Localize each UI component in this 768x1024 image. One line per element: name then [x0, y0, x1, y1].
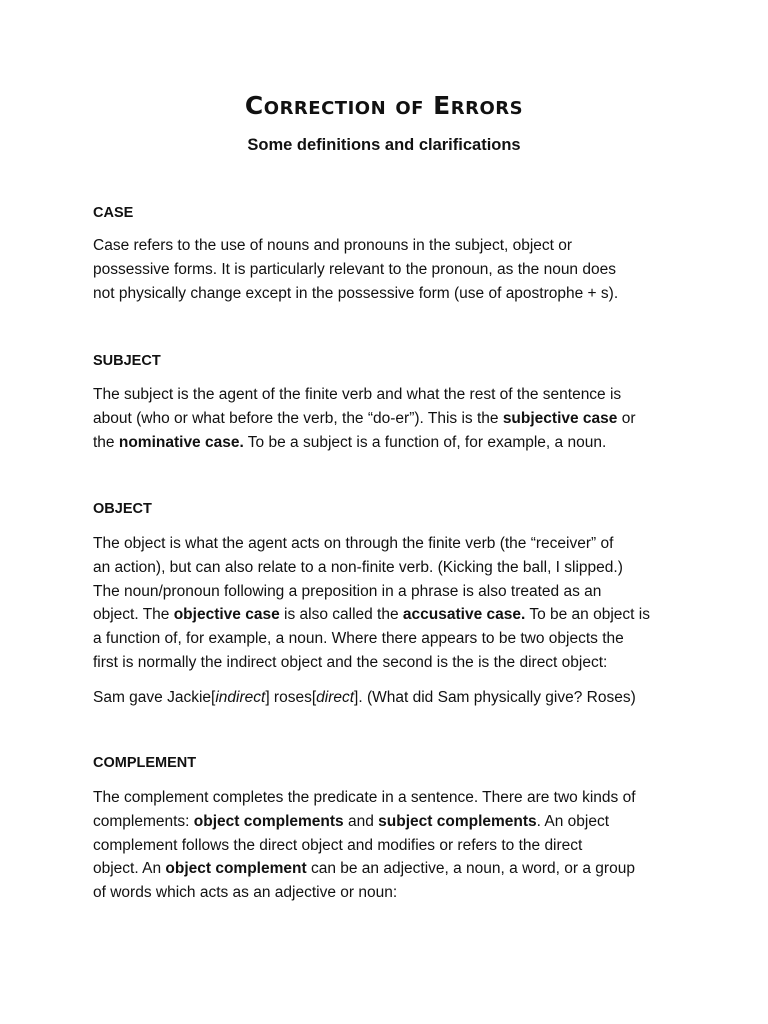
bold-term: accusative case. [402, 606, 526, 624]
text-line: a function of, for example, a noun. Where there appears to be two objects the [93, 630, 624, 648]
text-fragment: object. An [93, 860, 166, 878]
text-fragment: and [343, 812, 379, 830]
text-fragment: is also called the [279, 606, 403, 624]
text-fragment: can be an adjective, a noun, a word, or a group [306, 860, 635, 878]
page-title: Correction of Errors [244, 91, 524, 120]
bold-term: subjective case [502, 409, 618, 427]
text-line: not physically change except in the possessive form (use of apostrophe + s). [93, 284, 619, 302]
section-heading-case: CASE [93, 205, 134, 221]
text-line: first is normally the indirect object and the second is the is the direct object: [93, 653, 608, 671]
paragraph-subject [93, 383, 683, 454]
text-fragment: . An object [536, 812, 610, 830]
text-fragment: about (who or what before the verb, the “do-er”). This is the [93, 409, 503, 427]
italic-term: direct [316, 689, 355, 706]
italic-term: indirect [215, 689, 266, 706]
paragraph-case [93, 234, 683, 305]
bold-term: nominative case. [118, 433, 244, 451]
paragraph-object-example [93, 686, 683, 710]
text-line: an action), but can also relate to a non-finite verb. (Kicking the ball, I slipped.) [93, 558, 623, 576]
text-fragment: Sam gave Jackie[ [93, 689, 216, 706]
section-heading-subject: SUBJECT [93, 353, 161, 369]
text-line: The complement completes the predicate in a sentence. There are two kinds of [93, 789, 636, 806]
bold-term: objective case [173, 606, 280, 624]
text-fragment: ]. (What did Sam physically give? Roses) [354, 689, 636, 706]
text-fragment: object. The [93, 606, 174, 624]
text-line: The object is what the agent acts on through the finite verb (the “receiver” of [93, 535, 614, 552]
text-line: The subject is the agent of the finite verb and what the rest of the sentence is [93, 386, 622, 403]
bold-term: object complements [193, 812, 344, 830]
text-line: possessive forms. It is particularly relevant to the pronoun, as the noun does [93, 260, 616, 278]
page-subtitle: Some definitions and clarifications [247, 136, 521, 154]
paragraph-object [93, 532, 683, 675]
text-line: complement follows the direct object and modifies or refers to the direct [93, 836, 583, 854]
text-line: Case refers to the use of nouns and pronouns in the subject, object or [93, 237, 573, 254]
text-line: of words which acts as an adjective or noun: [93, 884, 398, 902]
bold-term: subject complements [378, 812, 537, 830]
text-fragment: complements: [93, 812, 194, 830]
text-fragment: or [617, 409, 636, 427]
section-heading-complement: COMPLEMENT [93, 755, 197, 771]
text-fragment: To be an object is [525, 606, 650, 624]
bold-term: object complement [165, 860, 307, 878]
text-fragment: To be a subject is a function of, for example, a noun. [243, 433, 607, 451]
text-fragment: ] roses[ [265, 689, 317, 706]
text-fragment: the [93, 433, 119, 451]
paragraph-complement [93, 786, 683, 905]
text-line: The noun/pronoun following a preposition in a phrase is also treated as an [93, 582, 602, 600]
section-heading-object: OBJECT [93, 501, 152, 517]
